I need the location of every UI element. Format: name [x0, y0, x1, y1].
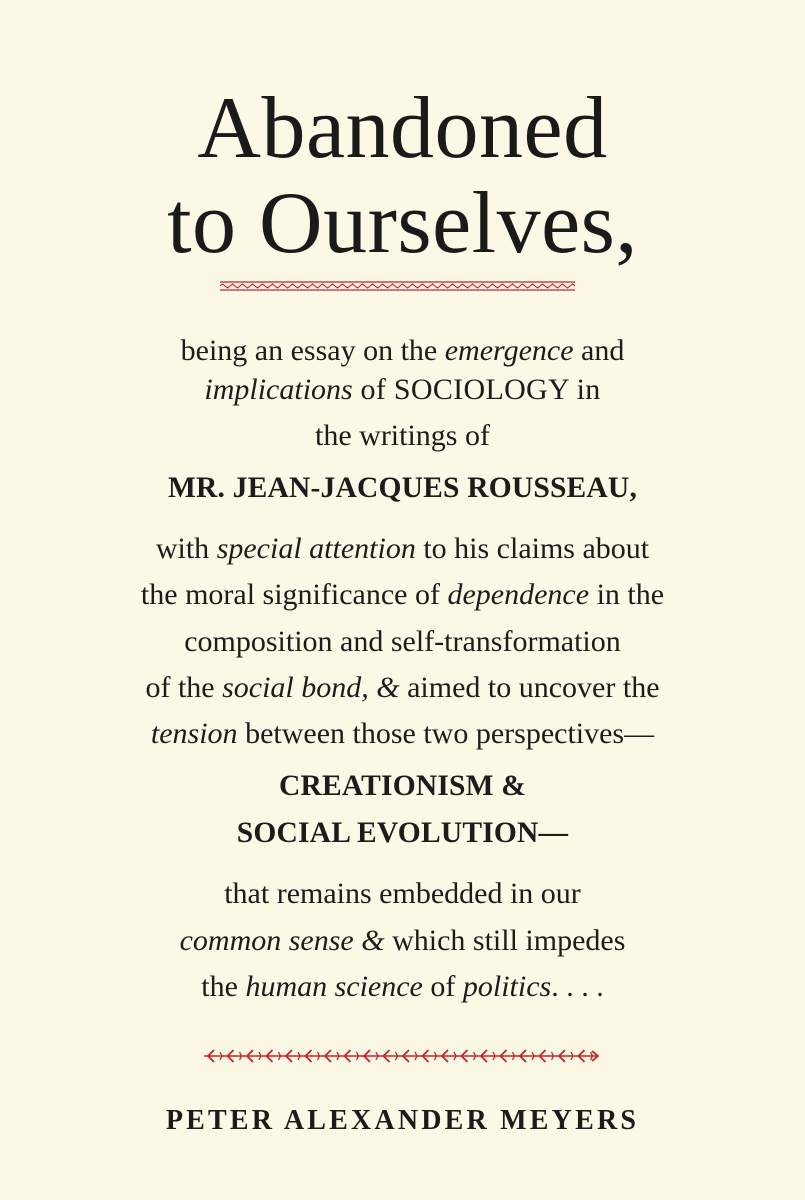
subtitle-line-10: CREATIONISM & [278, 770, 527, 802]
subtitle-line-5: with special attention to his claims about [155, 532, 650, 565]
subtitle-line-1: being an essay on the emergence and [180, 334, 625, 367]
subtitle-line-12: that remains embedded in our [224, 877, 581, 910]
subtitle-line-9: tension between those two perspectives— [150, 717, 655, 750]
title-line-1: Abandoned [197, 80, 608, 177]
subtitle-line-11: SOCIAL EVOLUTION— [236, 817, 569, 849]
subtitle-line-3: the writings of [315, 419, 490, 452]
subtitle-line-2: implications of SOCIOLOGY in [204, 373, 601, 406]
subtitle-line-14: the human science of politics. . . . [201, 970, 604, 1003]
ornamental-rule-top [220, 279, 575, 293]
subtitle-line-8: of the social bond, & aimed to uncover the [145, 671, 660, 704]
subtitle-line-7: composition and self-transformation [184, 625, 621, 658]
title-line-2: to Ourselves, [167, 175, 638, 272]
subtitle-line-13: common sense & which still impedes [179, 924, 626, 957]
ornamental-rule-bottom [200, 1048, 600, 1064]
author-name: PETER ALEXANDER MEYERS [165, 1105, 640, 1136]
subtitle-line-6: the moral significance of dependence in the [140, 578, 665, 611]
subtitle-line-4-rousseau: MR. JEAN-JACQUES ROUSSEAU, [167, 472, 638, 504]
